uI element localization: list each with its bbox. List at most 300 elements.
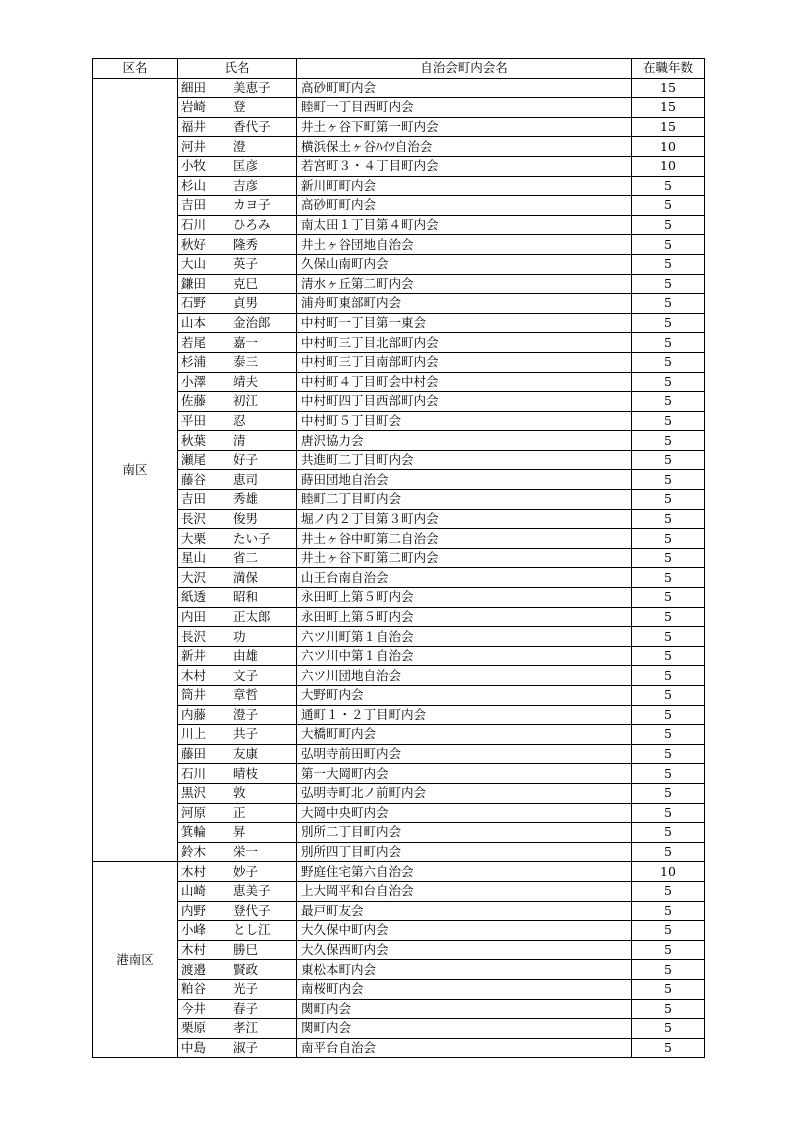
name-cell	[178, 176, 297, 196]
association-cell: 井土ヶ谷団地自治会	[297, 235, 632, 255]
association-cell: 中村町５丁目町会	[297, 411, 632, 431]
years-cell: 5	[632, 979, 705, 999]
table-row	[93, 529, 705, 549]
header-row	[93, 59, 705, 79]
officer-table	[92, 58, 705, 1058]
years-cell: 5	[632, 196, 705, 216]
association-cell: 井土ヶ谷中町第二自治会	[297, 529, 632, 549]
surname: 川上	[181, 726, 207, 742]
association-cell: 野庭住宅第六自治会	[297, 862, 632, 882]
name-cell	[178, 392, 297, 412]
association-cell: 中村町三丁目南部町内会	[297, 352, 632, 372]
years-cell: 5	[632, 705, 705, 725]
name-cell	[178, 78, 297, 98]
given-name: 初江	[233, 393, 259, 409]
table-row	[93, 764, 705, 784]
name-cell	[178, 725, 297, 745]
given-name: 功	[233, 628, 246, 644]
table-row	[93, 588, 705, 608]
years-cell: 5	[632, 999, 705, 1019]
association-cell: 南太田１丁目第４町内会	[297, 215, 632, 235]
given-name: 正太郎	[233, 608, 271, 624]
association-cell: 大久保中町内会	[297, 921, 632, 941]
years-cell: 15	[632, 117, 705, 137]
surname: 栗原	[181, 1020, 207, 1036]
association-cell: 久保山南町内会	[297, 254, 632, 274]
name-cell	[178, 1038, 297, 1058]
name-cell	[178, 764, 297, 784]
name-cell	[178, 529, 297, 549]
given-name: 昇	[233, 824, 246, 840]
table-row	[93, 78, 705, 98]
table-row	[93, 294, 705, 314]
name-cell	[178, 979, 297, 999]
ward-cell: 港南区	[93, 862, 178, 1058]
association-cell: 中村町三丁目北部町内会	[297, 333, 632, 353]
table-body	[93, 78, 705, 1058]
name-cell	[178, 274, 297, 294]
association-cell: 南平台自治会	[297, 1038, 632, 1058]
years-cell: 5	[632, 940, 705, 960]
years-cell: 5	[632, 431, 705, 451]
association-cell: 大橋町町内会	[297, 725, 632, 745]
given-name: 共子	[233, 726, 259, 742]
association-cell: 新川町町内会	[297, 176, 632, 196]
association-cell: 永田町上第５町内会	[297, 588, 632, 608]
association-cell: 睦町二丁目町内会	[297, 490, 632, 510]
given-name: 孝江	[233, 1020, 259, 1036]
name-cell	[178, 352, 297, 372]
given-name: 克巳	[233, 275, 259, 291]
surname: 新井	[181, 648, 207, 664]
surname: 吉田	[181, 197, 207, 213]
table-row	[93, 1019, 705, 1039]
given-name: 匡彦	[233, 158, 259, 174]
surname: 黒沢	[181, 785, 207, 801]
given-name: 隆秀	[233, 236, 259, 252]
given-name: 晴枝	[233, 765, 259, 781]
years-cell: 5	[632, 235, 705, 255]
years-cell: 5	[632, 294, 705, 314]
association-cell: 上大岡平和台自治会	[297, 881, 632, 901]
surname: 秋葉	[181, 432, 207, 448]
table-row	[93, 176, 705, 196]
years-cell: 5	[632, 646, 705, 666]
given-name: 美恵子	[233, 79, 271, 95]
years-cell: 5	[632, 881, 705, 901]
association-cell: 井土ヶ谷下町第二町内会	[297, 548, 632, 568]
years-cell: 5	[632, 372, 705, 392]
years-cell: 5	[632, 509, 705, 529]
years-cell: 5	[632, 901, 705, 921]
given-name: 泰三	[233, 354, 259, 370]
surname: 大沢	[181, 569, 207, 585]
name-cell	[178, 450, 297, 470]
association-cell: 最戸町友会	[297, 901, 632, 921]
table-row	[93, 666, 705, 686]
name-cell	[178, 568, 297, 588]
name-cell	[178, 215, 297, 235]
name-cell	[178, 117, 297, 137]
surname: 吉田	[181, 491, 207, 507]
association-cell: 高砂町町内会	[297, 78, 632, 98]
surname: 木村	[181, 942, 207, 958]
name-cell	[178, 490, 297, 510]
given-name: 清	[233, 432, 246, 448]
table-row	[93, 568, 705, 588]
name-cell	[178, 411, 297, 431]
association-cell: 若宮町３・４丁目町内会	[297, 156, 632, 176]
years-cell: 5	[632, 176, 705, 196]
surname: 瀬尾	[181, 452, 207, 468]
table-row	[93, 196, 705, 216]
table-row	[93, 960, 705, 980]
given-name: 秀雄	[233, 491, 259, 507]
association-cell: 永田町上第５町内会	[297, 607, 632, 627]
name-cell	[178, 470, 297, 490]
surname: 内藤	[181, 706, 207, 722]
given-name: 章哲	[233, 687, 259, 703]
table-row	[93, 705, 705, 725]
name-cell	[178, 333, 297, 353]
table-row	[93, 411, 705, 431]
given-name: 省二	[233, 550, 259, 566]
surname: 石野	[181, 295, 207, 311]
years-cell: 5	[632, 744, 705, 764]
given-name: 澄子	[233, 706, 259, 722]
surname: 紙透	[181, 589, 207, 605]
years-cell: 5	[632, 666, 705, 686]
table-row	[93, 137, 705, 157]
table-row	[93, 783, 705, 803]
name-cell	[178, 744, 297, 764]
surname: 小澤	[181, 373, 207, 389]
table-row	[93, 372, 705, 392]
table-row	[93, 979, 705, 999]
table-row	[93, 470, 705, 490]
given-name: 勝巳	[233, 942, 259, 958]
table-row	[93, 881, 705, 901]
years-cell: 5	[632, 313, 705, 333]
given-name: 嘉一	[233, 334, 259, 350]
association-cell: 横浜保土ヶ谷ﾊｲﾂ自治会	[297, 137, 632, 157]
name-cell	[178, 646, 297, 666]
years-cell: 10	[632, 137, 705, 157]
given-name: 文子	[233, 667, 259, 683]
association-cell: 通町１・２丁目町内会	[297, 705, 632, 725]
association-cell: 中村町一丁目第一東会	[297, 313, 632, 333]
given-name: 妙子	[233, 863, 259, 879]
association-cell: 六ツ川町第１自治会	[297, 627, 632, 647]
years-cell: 5	[632, 588, 705, 608]
surname: 鈴木	[181, 844, 207, 860]
years-cell: 15	[632, 98, 705, 118]
table-row	[93, 627, 705, 647]
surname: 石川	[181, 765, 207, 781]
surname: 杉浦	[181, 354, 207, 370]
years-cell: 5	[632, 215, 705, 235]
surname: 木村	[181, 667, 207, 683]
given-name: 好子	[233, 452, 259, 468]
surname: 大山	[181, 256, 207, 272]
years-cell: 5	[632, 725, 705, 745]
name-cell	[178, 294, 297, 314]
association-cell: 蒔田団地自治会	[297, 470, 632, 490]
years-cell: 5	[632, 568, 705, 588]
given-name: 恵司	[233, 471, 259, 487]
table-row	[93, 313, 705, 333]
surname: 木村	[181, 863, 207, 879]
surname: 細田	[181, 79, 207, 95]
table-row	[93, 235, 705, 255]
surname: 河井	[181, 138, 207, 154]
association-cell: 中村町四丁目西部町内会	[297, 392, 632, 412]
given-name: 賢政	[233, 961, 259, 977]
table-row	[93, 646, 705, 666]
table-row	[93, 1038, 705, 1058]
association-cell: 堀ノ内２丁目第３町内会	[297, 509, 632, 529]
years-cell: 5	[632, 490, 705, 510]
association-cell: 共進町二丁目町内会	[297, 450, 632, 470]
name-cell	[178, 431, 297, 451]
association-cell: 大岡中央町内会	[297, 803, 632, 823]
years-cell: 5	[632, 1038, 705, 1058]
given-name: 恵美子	[233, 883, 271, 899]
surname: 小峰	[181, 922, 207, 938]
table-row	[93, 352, 705, 372]
given-name: たい子	[233, 530, 271, 546]
association-cell: 唐沢協力会	[297, 431, 632, 451]
given-name: 敦	[233, 785, 246, 801]
ward-cell: 南区	[93, 78, 178, 862]
given-name: 英子	[233, 256, 259, 272]
association-cell: 東松本町内会	[297, 960, 632, 980]
name-cell	[178, 627, 297, 647]
name-cell	[178, 372, 297, 392]
given-name: 貞男	[233, 295, 259, 311]
given-name: 友康	[233, 746, 259, 762]
name-cell	[178, 999, 297, 1019]
years-cell: 5	[632, 529, 705, 549]
surname: 鎌田	[181, 275, 207, 291]
given-name: ひろみ	[233, 217, 271, 233]
table-row	[93, 392, 705, 412]
surname: 中島	[181, 1039, 207, 1055]
years-cell: 5	[632, 352, 705, 372]
given-name: 栄一	[233, 844, 259, 860]
surname: 小牧	[181, 158, 207, 174]
name-cell	[178, 881, 297, 901]
table-row	[93, 431, 705, 451]
name-cell	[178, 235, 297, 255]
name-cell	[178, 254, 297, 274]
table-row	[93, 98, 705, 118]
given-name: とし江	[233, 922, 271, 938]
years-cell: 15	[632, 78, 705, 98]
table-row	[93, 333, 705, 353]
surname: 今井	[181, 1000, 207, 1016]
table-row	[93, 254, 705, 274]
surname: 筒井	[181, 687, 207, 703]
given-name: 金治郎	[233, 315, 271, 331]
name-cell	[178, 588, 297, 608]
surname: 佐藤	[181, 393, 207, 409]
given-name: 正	[233, 804, 246, 820]
association-cell: 関町内会	[297, 999, 632, 1019]
table-row	[93, 274, 705, 294]
association-cell: 関町内会	[297, 1019, 632, 1039]
name-cell	[178, 666, 297, 686]
name-cell	[178, 842, 297, 862]
name-cell	[178, 156, 297, 176]
table-row	[93, 842, 705, 862]
given-name: 光子	[233, 981, 259, 997]
given-name: 由雄	[233, 648, 259, 664]
name-cell	[178, 607, 297, 627]
association-cell: 弘明寺前田町内会	[297, 744, 632, 764]
surname: 長沢	[181, 510, 207, 526]
name-cell	[178, 137, 297, 157]
table-row	[93, 490, 705, 510]
name-cell	[178, 313, 297, 333]
table-row	[93, 725, 705, 745]
given-name: 満保	[233, 569, 259, 585]
name-cell	[178, 862, 297, 882]
association-cell: 高砂町町内会	[297, 196, 632, 216]
table-row	[93, 156, 705, 176]
table-row	[93, 450, 705, 470]
table-row	[93, 607, 705, 627]
surname: 藤谷	[181, 471, 207, 487]
table-row	[93, 901, 705, 921]
years-cell: 5	[632, 450, 705, 470]
name-cell	[178, 783, 297, 803]
association-cell: 睦町一丁目西町内会	[297, 98, 632, 118]
years-cell: 5	[632, 392, 705, 412]
surname: 内野	[181, 902, 207, 918]
table-row	[93, 940, 705, 960]
given-name: 忍	[233, 412, 246, 428]
years-cell: 5	[632, 333, 705, 353]
header-name: 氏名	[178, 59, 297, 79]
header-ward: 区名	[93, 59, 178, 79]
name-cell	[178, 901, 297, 921]
given-name: カヨ子	[233, 197, 271, 213]
surname: 粕谷	[181, 981, 207, 997]
association-cell: 大久保西町内会	[297, 940, 632, 960]
surname: 箕輪	[181, 824, 207, 840]
association-cell: 六ツ川中第１自治会	[297, 646, 632, 666]
name-cell	[178, 1019, 297, 1039]
name-cell	[178, 823, 297, 843]
given-name: 澄	[233, 138, 246, 154]
years-cell: 10	[632, 156, 705, 176]
years-cell: 5	[632, 254, 705, 274]
years-cell: 5	[632, 823, 705, 843]
association-cell: 第一大岡町内会	[297, 764, 632, 784]
given-name: 登	[233, 99, 246, 115]
years-cell: 5	[632, 1019, 705, 1039]
surname: 内田	[181, 608, 207, 624]
years-cell: 5	[632, 803, 705, 823]
table-row	[93, 921, 705, 941]
name-cell	[178, 509, 297, 529]
given-name: 俊男	[233, 510, 259, 526]
table-row	[93, 509, 705, 529]
surname: 渡邉	[181, 961, 207, 977]
name-cell	[178, 705, 297, 725]
given-name: 淑子	[233, 1039, 259, 1055]
table-row	[93, 744, 705, 764]
association-cell: 南桜町内会	[297, 979, 632, 999]
name-cell	[178, 960, 297, 980]
surname: 石川	[181, 217, 207, 233]
years-cell: 5	[632, 960, 705, 980]
surname: 杉山	[181, 177, 207, 193]
years-cell: 5	[632, 842, 705, 862]
association-cell: 中村町４丁目町会中村会	[297, 372, 632, 392]
surname: 河原	[181, 804, 207, 820]
surname: 福井	[181, 119, 207, 135]
table-row	[93, 548, 705, 568]
surname: 星山	[181, 550, 207, 566]
years-cell: 5	[632, 470, 705, 490]
name-cell	[178, 98, 297, 118]
name-cell	[178, 548, 297, 568]
header-association: 自治会町内会名	[297, 59, 632, 79]
surname: 大栗	[181, 530, 207, 546]
table-row	[93, 999, 705, 1019]
surname: 岩崎	[181, 99, 207, 115]
association-cell: 別所四丁目町内会	[297, 842, 632, 862]
years-cell: 5	[632, 764, 705, 784]
years-cell: 5	[632, 411, 705, 431]
surname: 平田	[181, 412, 207, 428]
surname: 長沢	[181, 628, 207, 644]
surname: 藤田	[181, 746, 207, 762]
header-years: 在職年数	[632, 59, 705, 79]
association-cell: 別所二丁目町内会	[297, 823, 632, 843]
name-cell	[178, 940, 297, 960]
years-cell: 5	[632, 627, 705, 647]
table-row	[93, 823, 705, 843]
association-cell: 大野町内会	[297, 686, 632, 706]
name-cell	[178, 803, 297, 823]
name-cell	[178, 196, 297, 216]
years-cell: 10	[632, 862, 705, 882]
years-cell: 5	[632, 607, 705, 627]
association-cell: 清水ヶ丘第二町内会	[297, 274, 632, 294]
table-row	[93, 215, 705, 235]
name-cell	[178, 921, 297, 941]
association-cell: 山王台南自治会	[297, 568, 632, 588]
given-name: 香代子	[233, 119, 271, 135]
name-cell	[178, 686, 297, 706]
surname: 山本	[181, 315, 207, 331]
table-row	[93, 862, 705, 882]
surname: 秋好	[181, 236, 207, 252]
given-name: 靖夫	[233, 373, 259, 389]
association-cell: 井土ヶ谷下町第一町内会	[297, 117, 632, 137]
surname: 山崎	[181, 883, 207, 899]
table-row	[93, 117, 705, 137]
years-cell: 5	[632, 783, 705, 803]
years-cell: 5	[632, 274, 705, 294]
given-name: 登代子	[233, 902, 271, 918]
given-name: 吉彦	[233, 177, 259, 193]
association-cell: 六ツ川団地自治会	[297, 666, 632, 686]
association-cell: 弘明寺町北ノ前町内会	[297, 783, 632, 803]
